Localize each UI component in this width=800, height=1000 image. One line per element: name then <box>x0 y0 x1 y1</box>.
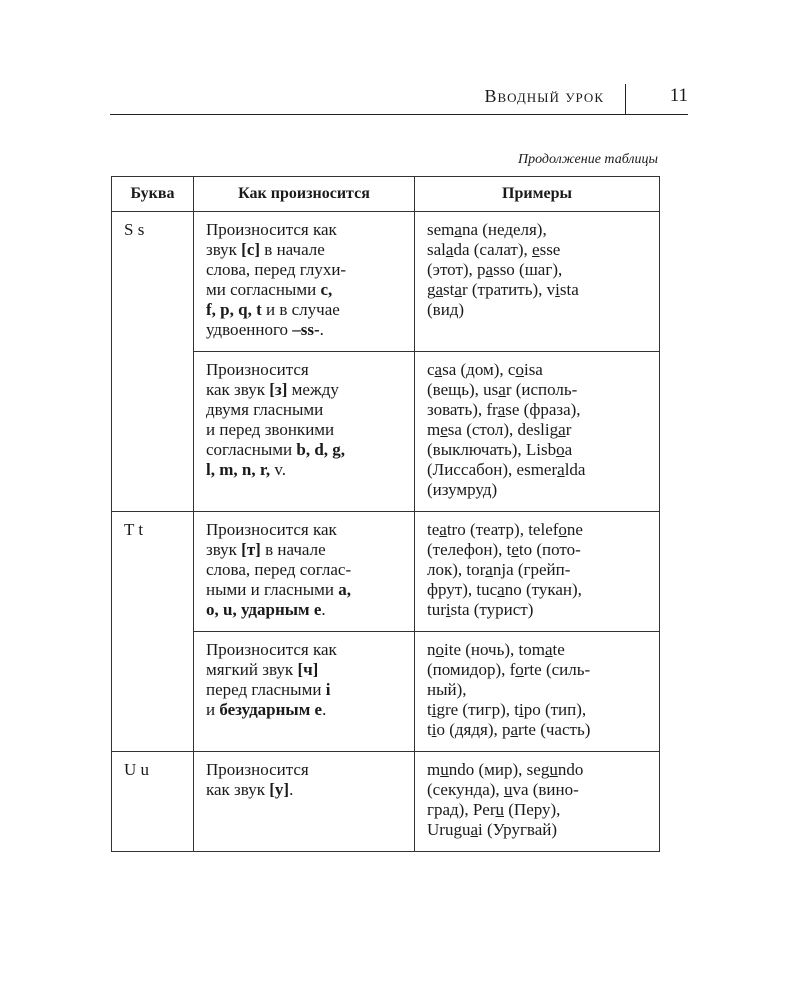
examples-cell <box>415 352 660 512</box>
text-segment: sa (стол), deslig <box>447 420 559 439</box>
stressed-vowel: a <box>544 640 553 659</box>
stressed-vowel: i <box>555 280 560 299</box>
letter-cell: S s <box>112 212 194 512</box>
stressed-vowel: a <box>454 280 462 299</box>
text-segment: лок), tor <box>427 560 486 579</box>
text-segment: ne <box>566 520 583 539</box>
stressed-vowel: a <box>510 720 519 739</box>
text-segment: (выключать), Lisb <box>427 440 557 459</box>
bold-text-segment: [ч] <box>297 660 319 679</box>
text-segment: m <box>427 420 441 439</box>
stressed-vowel: a <box>435 280 444 299</box>
column-header-examples: Примеры <box>415 177 660 212</box>
text-segment: удвоенного <box>206 320 293 339</box>
text-segment: (изумруд) <box>427 480 498 499</box>
stressed-vowel: a <box>558 420 566 439</box>
text-segment: . <box>321 600 326 619</box>
table-row <box>112 512 660 632</box>
text-segment: tur <box>427 600 446 619</box>
bold-text-segment: a, <box>338 580 352 599</box>
text-segment: v. <box>270 460 286 479</box>
text-segment: Произносится как <box>206 220 337 239</box>
text-segment: ными и гласными <box>206 580 339 599</box>
text-segment: в начале <box>260 240 325 259</box>
table-row <box>112 352 660 512</box>
text-segment: . <box>289 780 294 799</box>
text-segment: (помидор), f <box>427 660 516 679</box>
text-segment: ite (ночь), tom <box>444 640 545 659</box>
text-segment: r (тратить), v <box>461 280 556 299</box>
stressed-vowel: a <box>485 560 493 579</box>
page-number: 11 <box>669 85 688 106</box>
text-segment: te <box>427 520 440 539</box>
text-segment: lda <box>564 460 586 479</box>
pronunciation-cell <box>194 212 415 352</box>
bold-text-segment: [з] <box>269 380 288 399</box>
pronunciation-cell <box>194 632 415 752</box>
text-segment: и перед звонкими <box>206 420 335 439</box>
text-segment: фрут), tuc <box>427 580 498 599</box>
letter-cell: U u <box>112 752 194 852</box>
text-segment: (Лиссабон), esmer <box>427 460 558 479</box>
stressed-vowel: o <box>515 360 524 379</box>
text-segment: (вещь), us <box>427 380 499 399</box>
text-segment: ный), <box>427 680 467 699</box>
text-segment: зовать), fr <box>427 400 498 419</box>
text-segment: rte (часть) <box>518 720 591 739</box>
stressed-vowel: i <box>445 600 451 619</box>
text-segment: da (салат), <box>453 240 533 259</box>
text-segment: в начале <box>260 540 326 559</box>
stressed-vowel: i <box>518 700 524 719</box>
text-segment: po (тип), <box>523 700 587 719</box>
bold-text-segment: с, <box>320 280 333 299</box>
text-segment: Произносится <box>206 760 309 779</box>
text-segment: Произносится как <box>206 520 337 539</box>
bold-text-segment: o, u, ударным e <box>206 600 322 619</box>
pronunciation-table <box>111 176 660 852</box>
stressed-vowel: u <box>549 760 558 779</box>
text-segment: c <box>427 360 435 379</box>
stressed-vowel: a <box>445 240 454 259</box>
text-segment: (этот), p <box>427 260 486 279</box>
text-segment: слова, перед глухи- <box>206 260 347 279</box>
text-segment: sse <box>539 240 561 259</box>
text-segment: (вид) <box>427 300 465 319</box>
stressed-vowel: a <box>498 380 506 399</box>
stressed-vowel: i <box>431 720 437 739</box>
stressed-vowel: a <box>557 460 565 479</box>
text-segment: ndo <box>557 760 584 779</box>
stressed-vowel: e <box>440 420 448 439</box>
stressed-vowel: a <box>439 520 447 539</box>
text-segment: te <box>552 640 565 659</box>
text-segment: nja (грейп- <box>492 560 571 579</box>
stressed-vowel: u <box>495 800 504 819</box>
text-segment: no (тукан), <box>504 580 582 599</box>
text-segment: to (пото- <box>518 540 581 559</box>
text-segment: звук <box>206 540 242 559</box>
examples-cell <box>415 752 660 852</box>
table-row <box>112 752 660 852</box>
pronunciation-cell <box>194 352 415 512</box>
text-segment: r (исполь- <box>505 380 578 399</box>
text-segment: как звук <box>206 780 270 799</box>
text-segment: и <box>206 700 220 719</box>
stressed-vowel: u <box>440 760 449 779</box>
text-segment: ndo (мир), seg <box>448 760 550 779</box>
text-segment: звук <box>206 240 242 259</box>
text-segment: t <box>427 720 432 739</box>
examples-cell <box>415 632 660 752</box>
text-segment: n <box>427 640 436 659</box>
text-segment: g <box>427 280 436 299</box>
text-segment: va (вино- <box>512 780 579 799</box>
table-header-row <box>112 177 660 212</box>
text-segment: se (фраза), <box>505 400 581 419</box>
text-segment: o (дядя), p <box>436 720 511 739</box>
text-segment: sta (турист) <box>450 600 534 619</box>
stressed-vowel: a <box>497 400 506 419</box>
text-segment: t <box>427 700 432 719</box>
bold-text-segment: b, d, g, <box>296 440 346 459</box>
stressed-vowel: i <box>431 700 437 719</box>
bold-text-segment: l, m, n, r, <box>206 460 271 479</box>
text-segment: a <box>564 440 573 459</box>
text-segment: (секунда), <box>427 780 504 799</box>
column-header-pronunciation: Как произносится <box>194 177 415 212</box>
text-segment: st <box>443 280 455 299</box>
text-segment: na (неделя), <box>461 220 547 239</box>
stressed-vowel: a <box>497 580 505 599</box>
text-segment: ми согласными <box>206 280 321 299</box>
text-segment: sta <box>559 280 579 299</box>
letter-cell: T t <box>112 512 194 752</box>
section-title: Вводный урок <box>484 86 604 106</box>
header-divider <box>625 84 626 114</box>
text-segment: isa <box>523 360 543 379</box>
pronunciation-cell <box>194 512 415 632</box>
text-segment: gre (тигр), t <box>436 700 519 719</box>
examples-cell <box>415 212 660 352</box>
stressed-vowel: e <box>532 240 540 259</box>
table-caption: Продолжение таблицы <box>517 152 658 167</box>
pronunciation-cell <box>194 752 415 852</box>
text-segment: (телефон), t <box>427 540 512 559</box>
text-segment: rte (силь- <box>523 660 591 679</box>
text-segment: m <box>427 760 441 779</box>
bold-text-segment: –ss- <box>292 320 320 339</box>
examples-cell <box>415 512 660 632</box>
text-segment: (Перу), <box>504 800 561 819</box>
running-header <box>110 84 688 115</box>
stressed-vowel: o <box>558 520 567 539</box>
stressed-vowel: u <box>503 780 513 799</box>
text-segment: i (Уругвай) <box>478 820 558 839</box>
text-segment: согласными <box>206 440 297 459</box>
text-segment: tro (театр), telef <box>446 520 559 539</box>
text-segment: между <box>287 380 339 399</box>
text-segment: r <box>565 420 572 439</box>
text-segment: слова, перед соглас- <box>206 560 352 579</box>
column-header-letter: Буква <box>112 177 194 212</box>
table-row <box>112 632 660 752</box>
text-segment: sem <box>427 220 455 239</box>
bold-text-segment: [у] <box>269 780 290 799</box>
text-segment: мягкий звук <box>206 660 298 679</box>
stressed-vowel: a <box>485 260 494 279</box>
text-segment: Произносится <box>206 360 309 379</box>
bold-text-segment: [с] <box>241 240 261 259</box>
bold-text-segment: i <box>325 680 331 699</box>
text-segment: . <box>319 320 324 339</box>
bold-text-segment: f, p, q, t <box>206 300 262 319</box>
text-segment: и в случае <box>261 300 340 319</box>
stressed-vowel: e <box>511 540 519 559</box>
text-segment: как звук <box>206 380 270 399</box>
stressed-vowel: a <box>434 360 443 379</box>
stressed-vowel: o <box>556 440 565 459</box>
text-segment: sal <box>427 240 446 259</box>
stressed-vowel: a <box>454 220 462 239</box>
stressed-vowel: o <box>435 640 444 659</box>
table-row <box>112 212 660 352</box>
text-segment: sso (шаг), <box>493 260 563 279</box>
stressed-vowel: o <box>515 660 524 679</box>
text-segment: Urugu <box>427 820 471 839</box>
text-segment: перед гласными <box>206 680 326 699</box>
text-segment: Произносится как <box>206 640 337 659</box>
stressed-vowel: a <box>470 820 478 839</box>
bold-text-segment: [т] <box>241 540 261 559</box>
text-segment: . <box>322 700 327 719</box>
text-segment: град), Per <box>427 800 496 819</box>
text-segment: двумя гласными <box>206 400 324 419</box>
text-segment: sa (дом), c <box>442 360 516 379</box>
bold-text-segment: безударным e <box>219 700 323 719</box>
